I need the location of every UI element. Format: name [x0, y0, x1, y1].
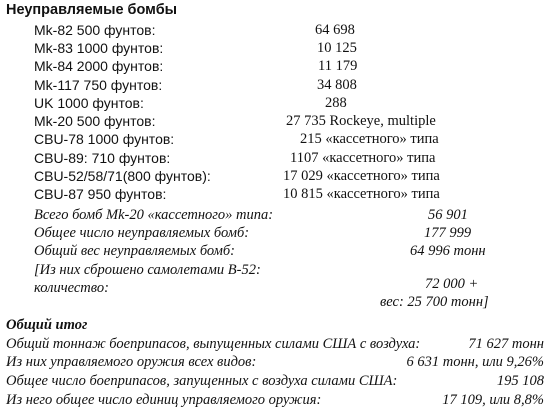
- total-value: 6 631 тонн, или 9,26%: [406, 354, 544, 370]
- bomb-value: 17 029 «кассетного» типа: [283, 168, 440, 184]
- total-label: Общий тоннаж боеприпасов, выпущенных силами США с воздуха:: [6, 336, 421, 352]
- bomb-label: Mk-82 500 фунтов:: [34, 22, 156, 38]
- bomb-value: 34 808: [317, 77, 357, 93]
- total-label: Из него общее число единиц управляемого оружия:: [6, 392, 322, 408]
- bomb-value: 288: [325, 95, 347, 111]
- summary-value: 64 996 тонн: [410, 243, 486, 259]
- b52-count-value: 72 000 +: [425, 276, 479, 292]
- bomb-value: 10 815 «кассетного» типа: [283, 186, 440, 202]
- summary-label: Общий вес неуправляемых бомб:: [34, 243, 235, 259]
- b52-note-intro: [Из них сброшено самолетами В-52:: [34, 262, 261, 278]
- total-label: Общее число боеприпасов, запущенных с воздуха силами США:: [6, 373, 398, 389]
- bomb-value: 215 «кассетного» типа: [300, 131, 439, 147]
- summary-value: 177 999: [424, 225, 472, 241]
- summary-label: Общее число неуправляемых бомб:: [34, 225, 250, 241]
- total-value: 195 108: [496, 373, 544, 389]
- bomb-label: Mk-20 500 фунтов:: [34, 113, 156, 129]
- bomb-value: 64 698: [315, 22, 355, 38]
- bomb-label: UK 1000 фунтов:: [34, 95, 144, 111]
- summary-label: Всего бомб Mk-20 «кассетного» типа:: [34, 207, 274, 223]
- bomb-label: Mk-84 2000 фунтов:: [34, 58, 164, 74]
- bomb-label: Mk-83 1000 фунтов:: [34, 40, 164, 56]
- total-label: Из них управляемого оружия всех видов:: [6, 354, 257, 370]
- bomb-value: 11 179: [318, 58, 358, 74]
- b52-weight-value: вес: 25 700 тонн]: [380, 294, 489, 310]
- total-value: 71 627 тонн: [468, 336, 544, 352]
- bomb-label: CBU-87 950 фунтов:: [34, 186, 167, 202]
- bomb-value: 1107 «кассетного» типа: [290, 150, 436, 166]
- b52-count-label: количество:: [34, 280, 109, 296]
- bomb-label: CBU-78 1000 фунтов:: [34, 131, 175, 147]
- section-title-unguided: Неуправляемые бомбы: [6, 2, 178, 18]
- bomb-value: 10 125: [317, 40, 357, 56]
- total-value: 17 109, или 8,8%: [442, 392, 544, 408]
- bomb-label: CBU-52/58/71(800 фунтов):: [34, 168, 211, 184]
- section-title-total: Общий итог: [6, 317, 88, 333]
- bomb-label: Mk-117 750 фунтов:: [34, 77, 163, 93]
- bomb-value: 27 735 Rockeye, multiple: [286, 113, 436, 129]
- bomb-label: CBU-89: 710 фунтов:: [34, 150, 171, 166]
- summary-value: 56 901: [428, 207, 468, 223]
